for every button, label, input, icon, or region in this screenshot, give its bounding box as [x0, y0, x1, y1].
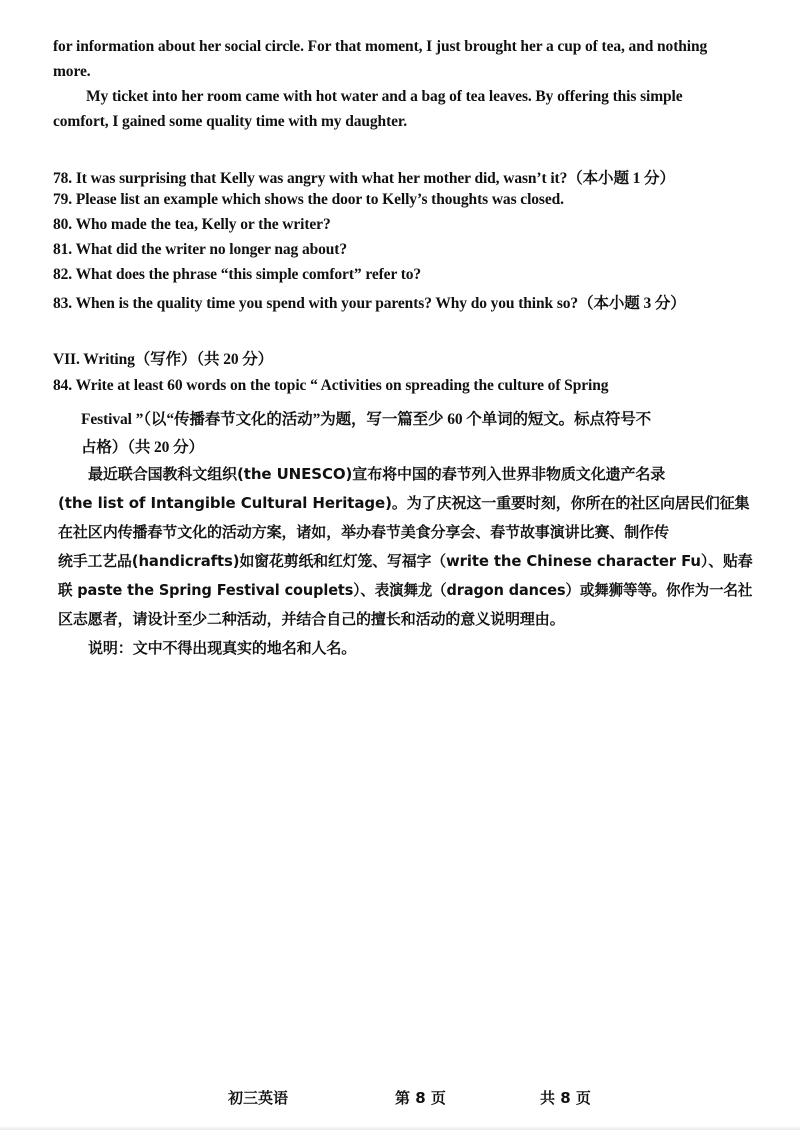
question-81: 81. What did the writer no longer nag about? [53, 241, 348, 258]
question-80: 80. Who made the tea, Kelly or the writer? [53, 216, 331, 233]
prompt-line-5: 联 paste the Spring Festival couplets）、表演舞龙（dragon dances）或舞狮等等。你作为一名社 [58, 581, 753, 599]
passage-line-4: comfort, I gained some quality time with my daughter. [53, 113, 408, 130]
writing-note: 说明：文中不得出现真实的地名和人名。 [88, 639, 357, 657]
footer-page-number: 第 8 页 [395, 1089, 446, 1107]
footer-total-pages: 共 8 页 [540, 1089, 591, 1107]
prompt-line-1: 最近联合国教科文组织(the UNESCO)宣布将中国的春节列入世界非物质文化遗产名录 [88, 465, 666, 483]
scan-bottom-edge [0, 1126, 800, 1130]
question-84-line-1: 84. Write at least 60 words on the topic “ Activities on spreading the culture of Spring [53, 377, 609, 394]
question-82: 82. What does the phrase “this simple comfort” refer to? [53, 266, 422, 283]
passage-line-1: for information about her social circle. For that moment, I just brought her a cup of tea, and nothing [53, 38, 708, 55]
passage-line-2: more. [53, 63, 91, 80]
prompt-line-6: 区志愿者，请设计至少二种活动，并结合自己的擅长和活动的意义说明理由。 [58, 610, 565, 628]
footer-subject: 初三英语 [228, 1089, 289, 1107]
question-84-line-3: 占格）（共 20 分） [81, 439, 204, 456]
question-84-line-2: Festival ”（以“传播春节文化的活动”为题，写一篇至少 60 个单词的短文。标点符号不 [81, 411, 652, 428]
question-83: 83. When is the quality time you spend with your parents? Why do you think so?（本小题 3 分） [53, 295, 686, 312]
prompt-line-4: 统手工艺品(handicrafts)如窗花剪纸和红灯笼、写福字（write the Chinese character Fu）、贴春 [58, 552, 753, 570]
passage-line-3: My ticket into her room came with hot water and a bag of tea leaves. By offering this simple [86, 88, 683, 105]
prompt-line-2: (the list of Intangible Cultural Heritage)。为了庆祝这一重要时刻，你所在的社区向居民们征集 [58, 494, 750, 512]
question-78: 78. It was surprising that Kelly was angry with what her mother did, wasn’t it?（本小题 1 分） [53, 170, 675, 187]
writing-heading: VII. Writing（写作）（共 20 分） [53, 351, 274, 368]
prompt-line-3: 在社区内传播春节文化的活动方案，诸如，举办春节美食分享会、春节故事演讲比赛、制作传 [58, 523, 669, 541]
question-79: 79. Please list an example which shows the door to Kelly’s thoughts was closed. [53, 191, 564, 208]
